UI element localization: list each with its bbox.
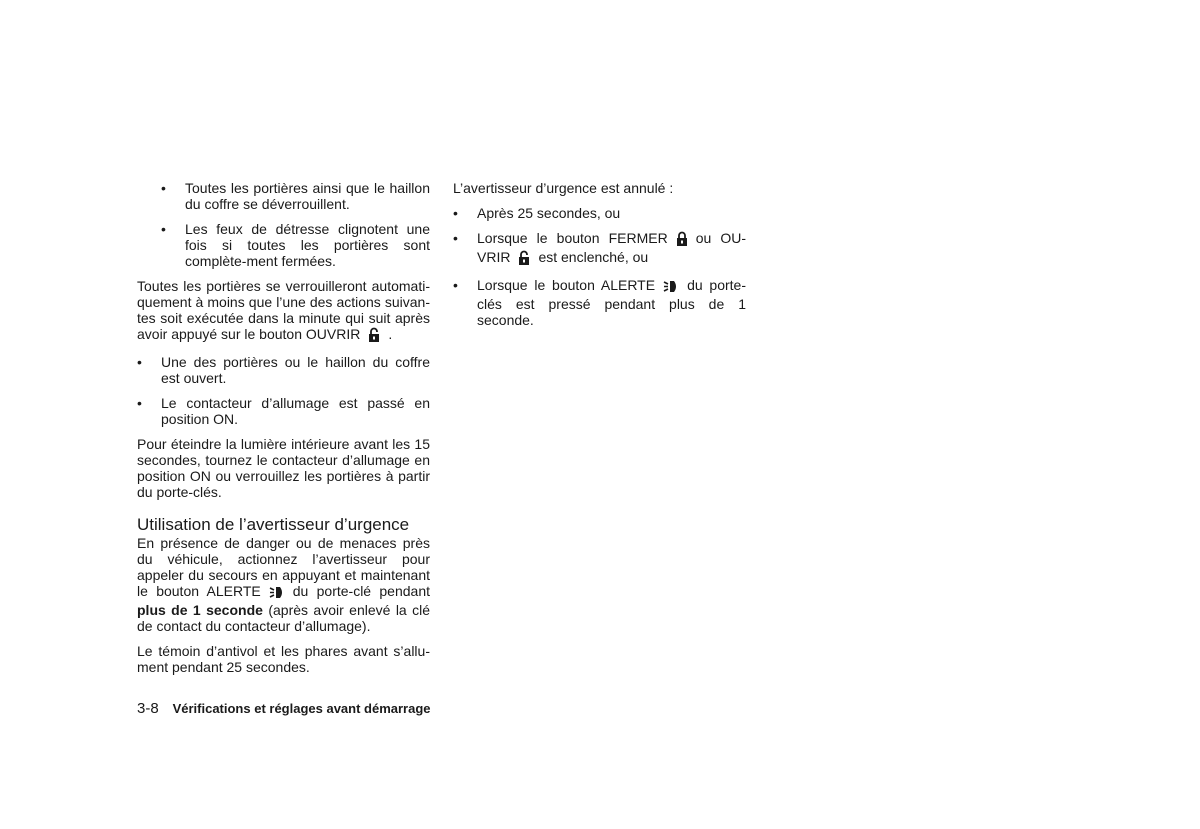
bullet-icon: •	[161, 180, 166, 196]
page-number: 3-8	[137, 700, 159, 717]
paragraph	[137, 535, 430, 634]
list-item	[137, 354, 430, 386]
bullet-icon: •	[453, 277, 458, 293]
list-item	[453, 230, 746, 268]
list-item-text: Une des portières ou le haillon du coffre est ouvert.	[161, 354, 430, 386]
left-column	[137, 180, 430, 675]
list-item-text: Lorsque le bouton ALERTE	[477, 277, 656, 293]
paragraph-text: du porte-clé pendant	[292, 583, 430, 599]
paragraph: Pour éteindre la lumière intérieure avant les 15 secondes, tournez le contacteur d’allumage en position ON ou verrouillez les portières à partir du porte-clés.	[137, 436, 430, 500]
list-item	[161, 180, 430, 212]
list-item-text: Lorsque le bouton FERMER	[477, 230, 668, 246]
alert-icon	[663, 280, 679, 296]
bullet-icon: •	[453, 230, 458, 246]
bullet-icon: •	[137, 395, 142, 411]
list-item-text: du porte-clés est pressé pendant plus de 1 seconde.	[477, 277, 746, 328]
page-footer	[137, 700, 431, 717]
list-item-text: Toutes les portières ainsi que le haillon du coffre se déverrouillent.	[185, 180, 430, 212]
list-item	[137, 395, 430, 427]
list-item-text: Le contacteur d’allumage est passé en position ON.	[161, 395, 430, 427]
paragraph	[137, 278, 430, 345]
section-title: Vérifications et réglages avant démarrage	[172, 701, 431, 716]
paragraph: L’avertisseur d’urgence est annulé :	[453, 180, 674, 196]
unlock-icon	[518, 250, 530, 268]
paragraph: Le témoin d’antivol et les phares avant s’allu-ment pendant 25 secondes.	[137, 643, 430, 675]
paragraph-text: (après avoir enlevé la clé de contact du contacteur d’allumage).	[137, 602, 431, 634]
paragraph-text: .	[388, 326, 393, 342]
list-item-text: Les feux de détresse clignotent une fois si toutes les portières sont complète-ment fermées.	[185, 221, 430, 269]
list-item	[453, 205, 746, 221]
paragraph-text: En présence de danger ou de menaces près du véhicule, actionnez l’avertisseur pour appeler du secours en appuyant et maintenant le bouton ALERTE	[137, 535, 430, 599]
alert-icon	[269, 586, 285, 602]
right-column	[453, 180, 746, 328]
list-item	[161, 221, 430, 269]
bullet-icon: •	[453, 205, 458, 221]
list-item-text: ou OU-VRIR	[477, 230, 747, 265]
list-item-text: est enclenché, ou	[538, 249, 649, 265]
list-item	[453, 277, 746, 328]
unlock-icon	[368, 327, 380, 345]
list-item-text: Après 25 secondes, ou	[477, 205, 621, 221]
lock-icon	[676, 231, 688, 249]
paragraph-text: Toutes les portières se verrouilleront automati-quement à moins que l’une des actions suivan-tes soit exécutée dans la minute qui suit après avoir appuyé sur le bouton OUVRIR	[137, 278, 430, 342]
bold-text: plus de 1 seconde	[137, 602, 263, 618]
section-heading: Utilisation de l’avertisseur d’urgence	[137, 515, 410, 534]
bullet-icon: •	[161, 221, 166, 237]
bullet-icon: •	[137, 354, 142, 370]
